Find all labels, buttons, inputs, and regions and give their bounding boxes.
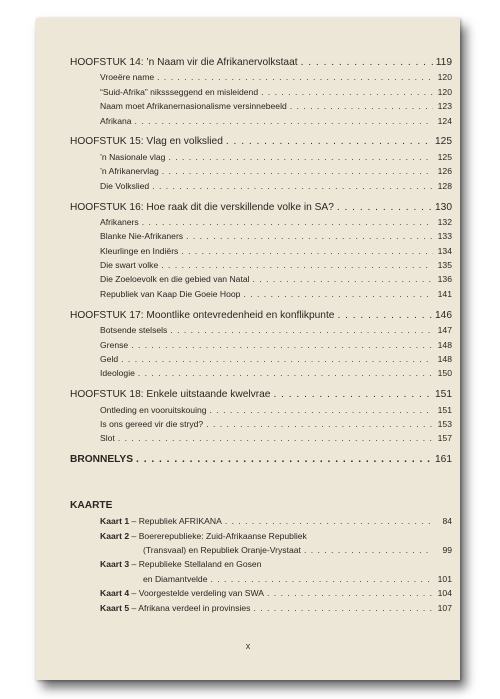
- toc-entry[interactable]: [70, 244, 452, 258]
- toc-entry[interactable]: [70, 215, 452, 229]
- leader-dots: [211, 572, 434, 586]
- page-number: 120: [437, 72, 452, 83]
- page-number: 128: [437, 180, 452, 191]
- map-number: Kaart 2: [100, 530, 130, 541]
- toc-entry[interactable]: [70, 164, 452, 178]
- spacer: [70, 381, 452, 389]
- map-number: Kaart 3: [100, 559, 130, 570]
- entry-label: ’n Nasionale vlag: [100, 151, 166, 162]
- entry-label: “Suid-Afrika” nikssseggend en misleidend: [100, 86, 259, 97]
- page-number: 161: [435, 454, 452, 466]
- entry-label: Naam moet Afrikanernasionalisme versinnebeeld: [100, 101, 287, 112]
- leader-dots: [170, 323, 433, 337]
- page-number: 107: [437, 602, 452, 613]
- toc-map-2[interactable]: [70, 529, 452, 543]
- leader-dots: [273, 388, 432, 402]
- page-number: 151: [435, 389, 452, 401]
- chapter-title: HOOFSTUK 17: Moontlike ontevredenheid en konflikpunte: [70, 309, 335, 321]
- page-number: 151: [437, 404, 452, 415]
- page-number: 132: [437, 216, 452, 227]
- page-number: 125: [435, 136, 452, 148]
- leader-dots: [161, 258, 433, 272]
- entry-label: Geld: [100, 353, 119, 364]
- page-number: 148: [437, 339, 452, 350]
- leader-dots: [121, 352, 433, 366]
- entry-label: Ideologie: [100, 368, 135, 379]
- page-number: 133: [437, 231, 452, 242]
- toc-entry[interactable]: [70, 272, 452, 286]
- leader-dots: [243, 287, 433, 301]
- toc-entry[interactable]: [70, 70, 452, 84]
- chapter-title: HOOFSTUK 14: ’n Naam vir die Afrikanervolkstaat: [70, 57, 298, 68]
- entry-label: Republiek van Kaap Die Goeie Hoop: [100, 288, 241, 299]
- entry-label: Vroeëre name: [100, 72, 155, 83]
- toc-entry[interactable]: [70, 287, 452, 301]
- map-title: – Boererepublieke: Zuid-Afrikaanse Republiek: [129, 530, 307, 541]
- toc-entry[interactable]: [70, 99, 452, 113]
- entry-label: Botsende stelsels: [100, 325, 168, 336]
- map-label: [100, 586, 264, 600]
- page-number: 99: [442, 545, 452, 556]
- page-number: 84: [442, 516, 452, 527]
- toc-entry[interactable]: [70, 179, 452, 193]
- leader-dots: [131, 338, 433, 352]
- leader-dots: [226, 135, 432, 149]
- page-number: 101: [437, 573, 452, 584]
- entry-label: Grense: [100, 339, 129, 350]
- map-title: – Republiek AFRIKANA: [129, 516, 222, 527]
- page-number: 135: [437, 260, 452, 271]
- page-number: 104: [437, 588, 452, 599]
- table-of-contents: [70, 56, 452, 615]
- page-number: 148: [437, 353, 452, 364]
- leader-dots: [181, 244, 433, 258]
- spacer: [70, 193, 452, 201]
- map-label: [100, 514, 222, 528]
- map-label: [100, 529, 307, 543]
- leader-dots: [210, 403, 433, 417]
- leader-dots: [186, 229, 433, 243]
- leader-dots: [168, 150, 433, 164]
- leader-dots: [206, 417, 433, 431]
- toc-entry[interactable]: [70, 417, 452, 431]
- entry-label: Die swart volke: [100, 260, 159, 271]
- toc-entry[interactable]: [70, 85, 452, 99]
- toc-entry[interactable]: [70, 338, 452, 352]
- page-number: 126: [437, 166, 452, 177]
- toc-map-3-continued[interactable]: [70, 572, 452, 586]
- map-title-continued: (Transvaal) en Republiek Oranje-Vrystaat: [143, 545, 301, 556]
- toc-entry[interactable]: [70, 366, 452, 380]
- book-page: [36, 18, 460, 680]
- toc-entry[interactable]: [70, 403, 452, 417]
- entry-label: Is ons gereed vir die stryd?: [100, 418, 204, 429]
- page-number: 157: [437, 433, 452, 444]
- leader-dots: [337, 309, 432, 323]
- toc-map-2-continued[interactable]: [70, 543, 452, 557]
- leader-dots: [136, 453, 432, 467]
- chapter-title: HOOFSTUK 15: Vlag en volkslied: [70, 136, 223, 148]
- toc-chapter-16[interactable]: [70, 201, 452, 215]
- map-title: – Republieke Stellaland en Gosen: [129, 559, 262, 570]
- leader-dots: [138, 366, 433, 380]
- map-number: Kaart 5: [100, 602, 130, 613]
- leader-dots: [135, 114, 433, 128]
- spacer: [70, 446, 452, 454]
- bronnelys-label: BRONNELYS: [70, 454, 134, 466]
- map-title: – Afrikana verdeel in provinsies: [129, 602, 251, 613]
- map-number: Kaart 1: [100, 516, 130, 527]
- page-number: 124: [437, 115, 452, 126]
- leader-dots: [290, 99, 433, 113]
- page-number: 141: [437, 288, 452, 299]
- entry-label: Ontleding en vooruitskouing: [100, 404, 207, 415]
- map-title-continued: en Diamantvelde: [143, 573, 208, 584]
- chapter-title: HOOFSTUK 16: Hoe raak dit die verskillende volke in SA?: [70, 201, 334, 213]
- folio-page-number: x: [245, 641, 251, 651]
- page-number: 150: [437, 368, 452, 379]
- entry-label: Slot: [100, 433, 115, 444]
- leader-dots: [162, 164, 433, 178]
- toc-map-5[interactable]: [70, 601, 452, 615]
- map-label: [100, 557, 261, 571]
- chapter-title: HOOFSTUK 18: Enkele uitstaande kwelvrae: [70, 389, 271, 401]
- kaarte-heading: KAARTE: [70, 500, 113, 512]
- leader-dots: [267, 586, 433, 600]
- entry-label: ’n Afrikanervlag: [100, 166, 159, 177]
- leader-dots: [152, 179, 433, 193]
- toc-chapter-17[interactable]: [70, 309, 452, 323]
- toc-bronnelys[interactable]: [70, 453, 452, 469]
- page-number: 120: [437, 86, 452, 97]
- toc-map-3[interactable]: [70, 557, 452, 571]
- spacer: [70, 128, 452, 136]
- leader-dots: [157, 70, 433, 84]
- page-number: 130: [435, 201, 452, 213]
- toc-chapter-18[interactable]: [70, 388, 452, 402]
- toc-chapter-15[interactable]: [70, 135, 452, 149]
- page-number: 119: [435, 57, 452, 68]
- toc-entry[interactable]: [70, 323, 452, 337]
- toc-map-1[interactable]: [70, 514, 452, 528]
- page-number: 123: [437, 101, 452, 112]
- page-number: 153: [437, 418, 452, 429]
- leader-dots: [118, 431, 433, 445]
- toc-entry[interactable]: [70, 229, 452, 243]
- leader-dots: [304, 543, 433, 557]
- leader-dots: [142, 215, 433, 229]
- leader-dots: [253, 601, 433, 615]
- toc-entry[interactable]: [70, 431, 452, 445]
- entry-label: Blanke Nie-Afrikaners: [100, 231, 184, 242]
- toc-entry[interactable]: [70, 114, 452, 128]
- page-number: 136: [437, 274, 452, 285]
- toc-entry[interactable]: [70, 258, 452, 272]
- toc-chapter-14[interactable]: [70, 56, 452, 70]
- leader-dots: [253, 272, 433, 286]
- entry-label: Afrikana: [100, 115, 132, 126]
- leader-dots: [261, 85, 433, 99]
- entry-label: Kleurlinge en Indiërs: [100, 245, 179, 256]
- toc-entry[interactable]: [70, 352, 452, 366]
- entry-label: Die Zoeloevolk en die gebied van Natal: [100, 274, 250, 285]
- map-label: [100, 601, 250, 615]
- page-number: 134: [437, 245, 452, 256]
- map-number: Kaart 4: [100, 588, 130, 599]
- map-title: – Voorgestelde verdeling van SWA: [129, 588, 265, 599]
- toc-map-4[interactable]: [70, 586, 452, 600]
- entry-label: Afrikaners: [100, 216, 139, 227]
- entry-label: Die Volkslied: [100, 180, 150, 191]
- spacer: [70, 301, 452, 309]
- leader-dots: [301, 56, 433, 70]
- page-number: 147: [437, 325, 452, 336]
- leader-dots: [225, 514, 433, 528]
- toc-entry[interactable]: [70, 150, 452, 164]
- page-number: 125: [437, 151, 452, 162]
- page-number: 146: [435, 309, 452, 321]
- leader-dots: [337, 201, 432, 215]
